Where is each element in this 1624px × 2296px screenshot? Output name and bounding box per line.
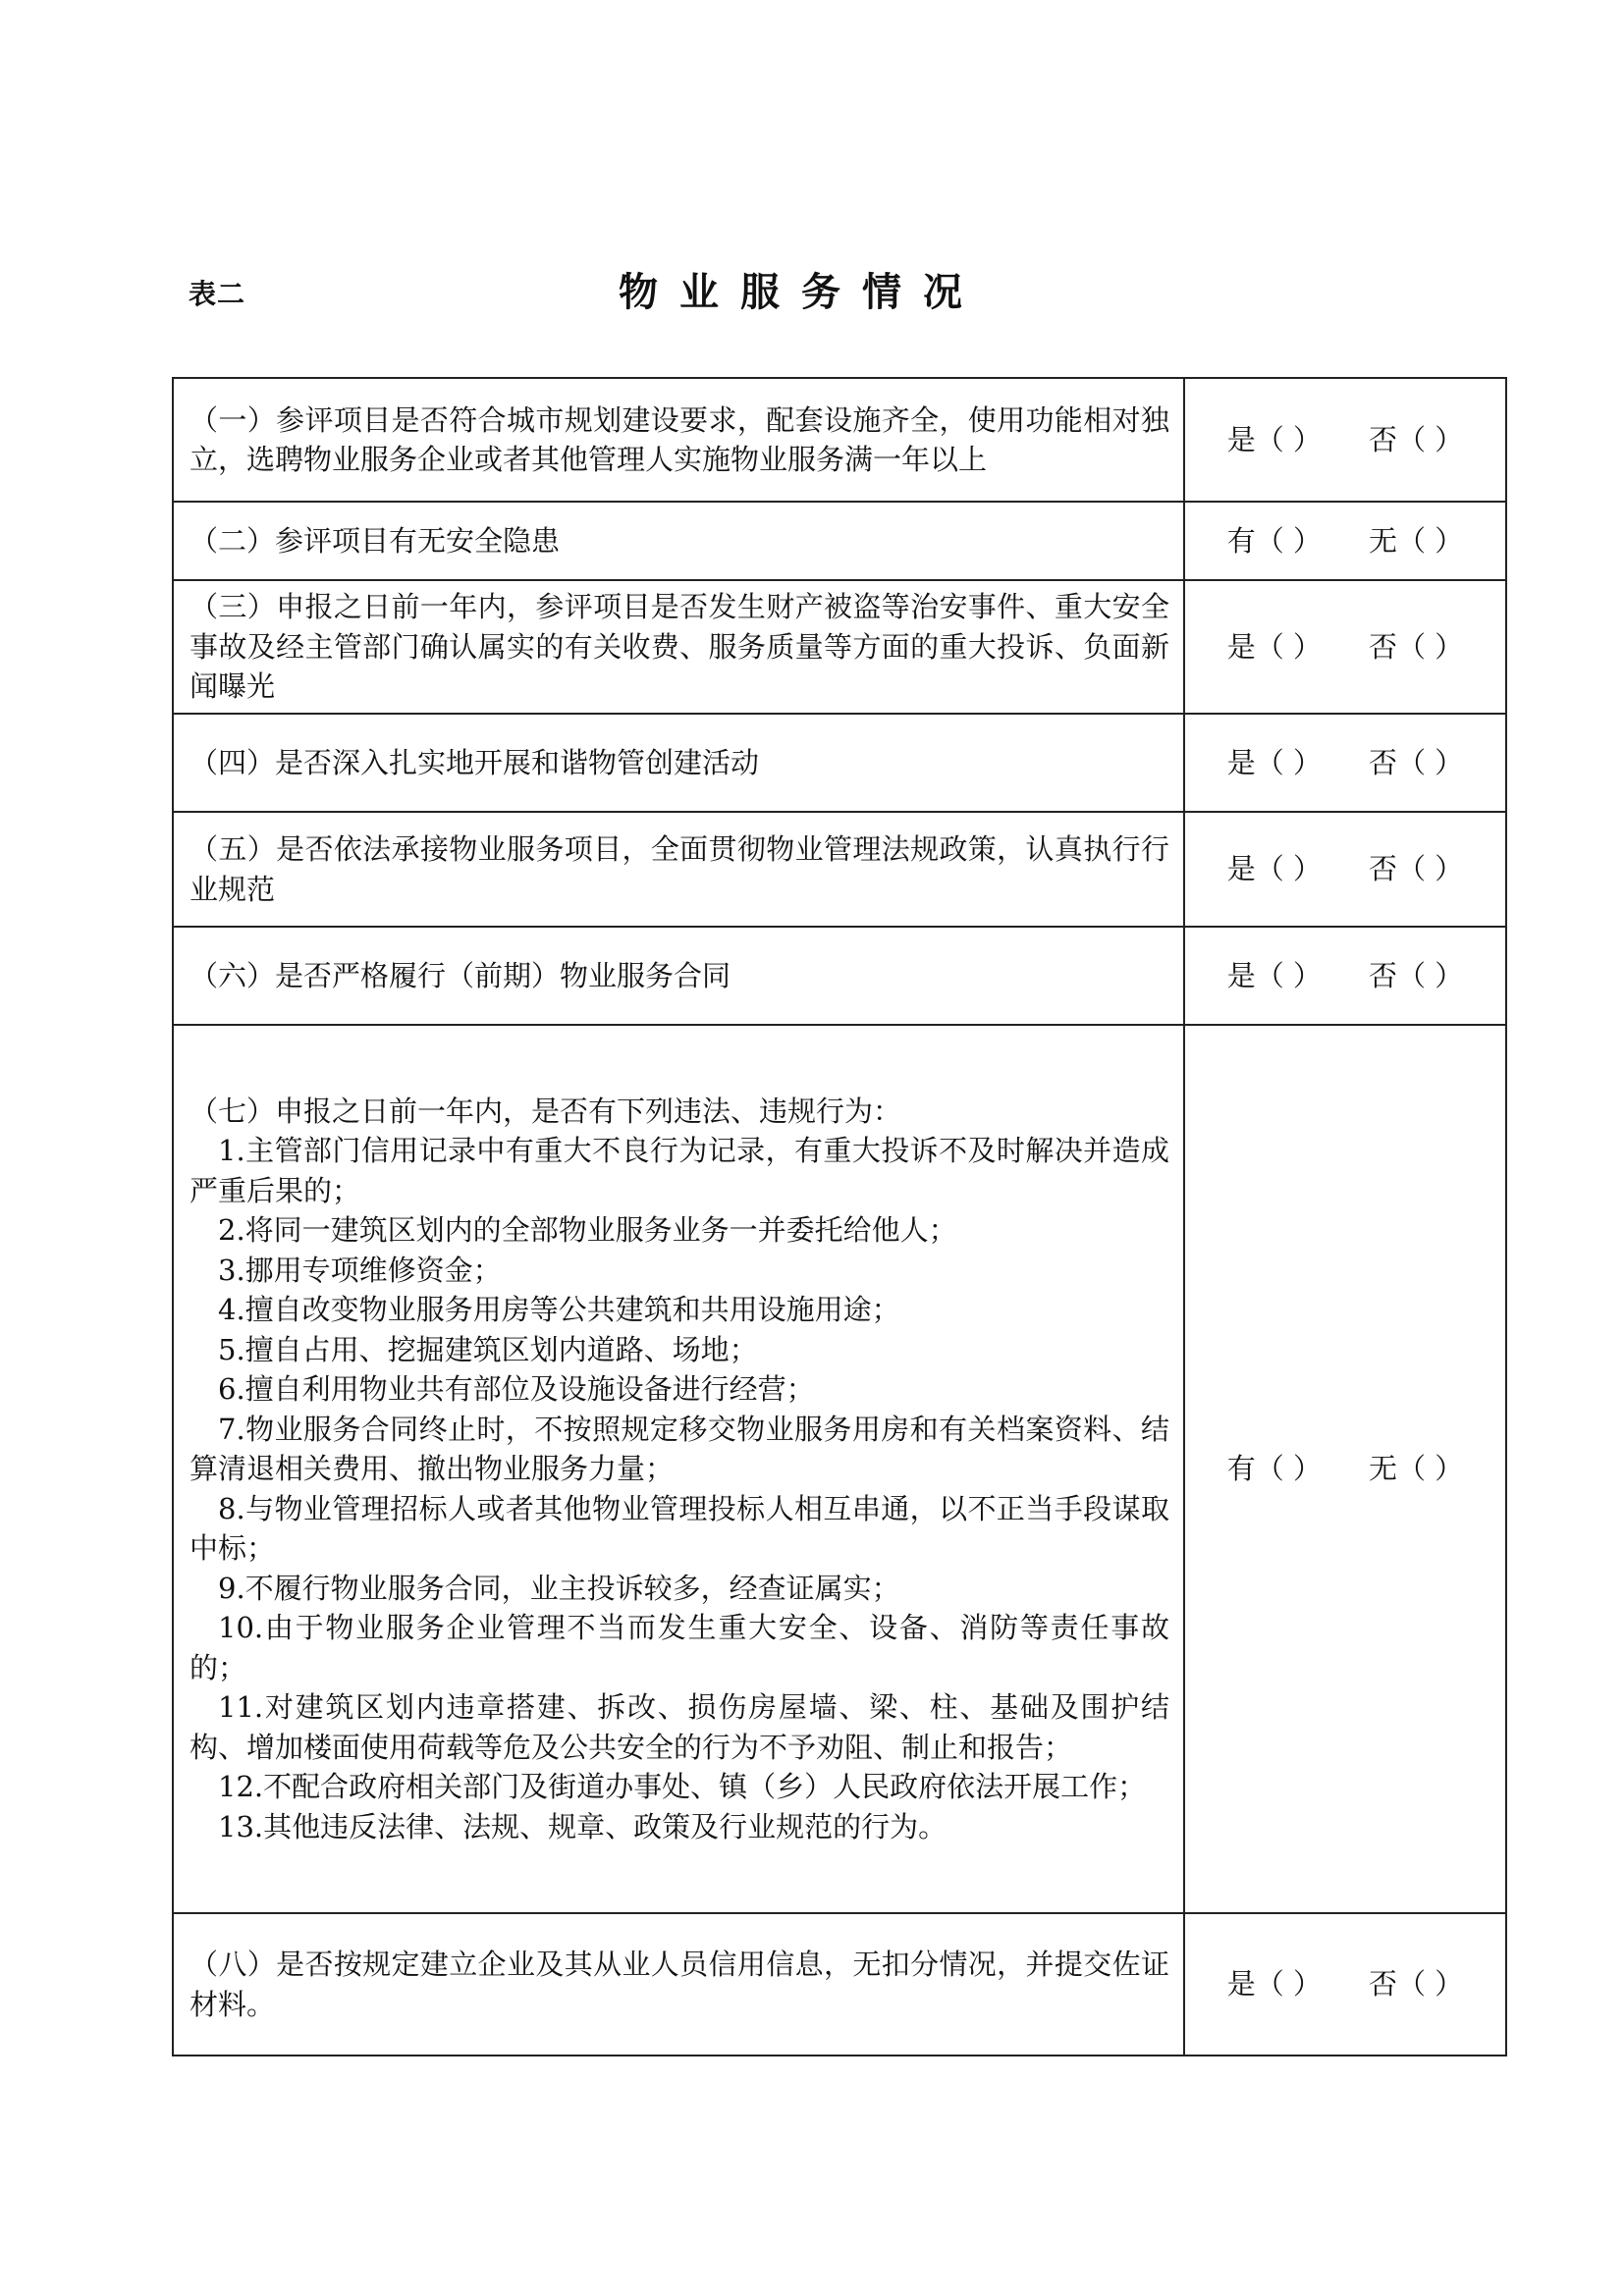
question-text: （五）是否依法承接物业服务项目，全面贯彻物业管理法规政策，认真执行行业规范: [189, 832, 1169, 906]
violation-item: 9.不履行物业服务合同，业主投诉较多，经查证属实；: [218, 1571, 900, 1605]
violation-item: 2.将同一建筑区划内的全部物业服务业务一并委托给他人；: [218, 1213, 957, 1248]
violation-item: 3.挪用专项维修资金；: [218, 1253, 502, 1287]
answer-cell: [1184, 1025, 1506, 1913]
option-yes[interactable]: 是（ ）: [1226, 629, 1322, 664]
option-no[interactable]: 否（ ）: [1369, 958, 1464, 992]
question-cell: [173, 580, 1184, 714]
table-row-1: [173, 378, 1506, 502]
option-no[interactable]: 无（ ）: [1369, 523, 1464, 558]
answer-cell: [1184, 714, 1506, 812]
page-title: 物业服务情况: [619, 269, 984, 315]
question-cell: [173, 502, 1184, 580]
option-yes[interactable]: 是（ ）: [1226, 422, 1322, 456]
option-no[interactable]: 否（ ）: [1369, 1967, 1464, 2002]
answer-cell: [1184, 1913, 1506, 2056]
option-yes[interactable]: 是（ ）: [1226, 1967, 1322, 2002]
answer-cell: [1184, 927, 1506, 1025]
violation-item: 10.由于物业服务企业管理不当而发生重大安全、设备、消防等责任事故的；: [189, 1611, 1169, 1684]
option-yes[interactable]: 有（ ）: [1226, 1452, 1322, 1486]
question-cell: [173, 1025, 1184, 1913]
question-text: （三）申报之日前一年内，参评项目是否发生财产被盗等治安事件、重大安全事故及经主管部门确认属实的有关收费、服务质量等方面的重大投诉、负面新闻曝光: [189, 590, 1169, 704]
question-text: （一）参评项目是否符合城市规划建设要求，配套设施齐全，使用功能相对独立，选聘物业服务企业或者其他管理人实施物业服务满一年以上: [189, 402, 1169, 476]
option-yes[interactable]: 是（ ）: [1226, 745, 1322, 779]
question-cell: [173, 378, 1184, 502]
option-no[interactable]: 无（ ）: [1369, 1452, 1464, 1486]
answer-cell: [1184, 378, 1506, 502]
violation-item: 8.与物业管理招标人或者其他物业管理投标人相互串通，以不正当手段谋取中标；: [189, 1491, 1169, 1566]
violation-item: 4.擅自改变物业服务用房等公共建筑和共用设施用途；: [218, 1293, 900, 1327]
table-row-5: [173, 812, 1506, 927]
violation-item: 12.不配合政府相关部门及街道办事处、镇（乡）人民政府依法开展工作；: [218, 1770, 1147, 1804]
question-text: （八）是否按规定建立企业及其从业人员信用信息，无扣分情况，并提交佐证材料。: [189, 1948, 1169, 2021]
answer-cell: [1184, 502, 1506, 580]
table-label: 表二: [189, 278, 246, 310]
option-yes[interactable]: 是（ ）: [1226, 958, 1322, 992]
violation-item: 13.其他违反法律、法规、规章、政策及行业规范的行为。: [218, 1809, 947, 1843]
option-no[interactable]: 否（ ）: [1369, 629, 1464, 664]
answer-cell: [1184, 812, 1506, 927]
option-no[interactable]: 否（ ）: [1369, 745, 1464, 779]
question-cell: [173, 1913, 1184, 2056]
option-yes[interactable]: 是（ ）: [1226, 852, 1322, 886]
table-row-8: [173, 1913, 1506, 2056]
answer-cell: [1184, 580, 1506, 714]
table-row-2: [173, 502, 1506, 580]
option-no[interactable]: 否（ ）: [1369, 852, 1464, 886]
question-cell: [173, 927, 1184, 1025]
question-text: （四）是否深入扎实地开展和谐物管创建活动: [189, 745, 760, 779]
table-row-6: [173, 927, 1506, 1025]
violation-item: 11.对建筑区划内违章搭建、拆改、损伤房屋墙、梁、柱、基础及围护结构、增加楼面使用荷载等危及公共安全的行为不予劝阻、制止和报告；: [189, 1690, 1169, 1764]
violation-item: 5.擅自占用、挖掘建筑区划内道路、场地；: [218, 1332, 758, 1366]
violation-item: 1.主管部门信用记录中有重大不良行为记录，有重大投诉不及时解决并造成严重后果的；: [189, 1134, 1169, 1207]
question-cell: [173, 714, 1184, 812]
option-no[interactable]: 否（ ）: [1369, 422, 1464, 456]
question-text: （二）参评项目有无安全隐患: [189, 523, 561, 558]
property-service-table: [172, 377, 1507, 2056]
violation-item: 7.物业服务合同终止时，不按照规定移交物业服务用房和有关档案资料、结算清退相关费用、撤出物业服务力量；: [189, 1412, 1169, 1486]
table-row-4: [173, 714, 1506, 812]
table-row-3: [173, 580, 1506, 714]
question-text: （七）申报之日前一年内，是否有下列违法、违规行为：: [189, 1094, 902, 1128]
table-row-7: [173, 1025, 1506, 1913]
option-yes[interactable]: 有（ ）: [1226, 523, 1322, 558]
question-text: （六）是否严格履行（前期）物业服务合同: [189, 958, 731, 992]
question-cell: [173, 812, 1184, 927]
violation-item: 6.擅自利用物业共有部位及设施设备进行经营；: [218, 1372, 815, 1407]
